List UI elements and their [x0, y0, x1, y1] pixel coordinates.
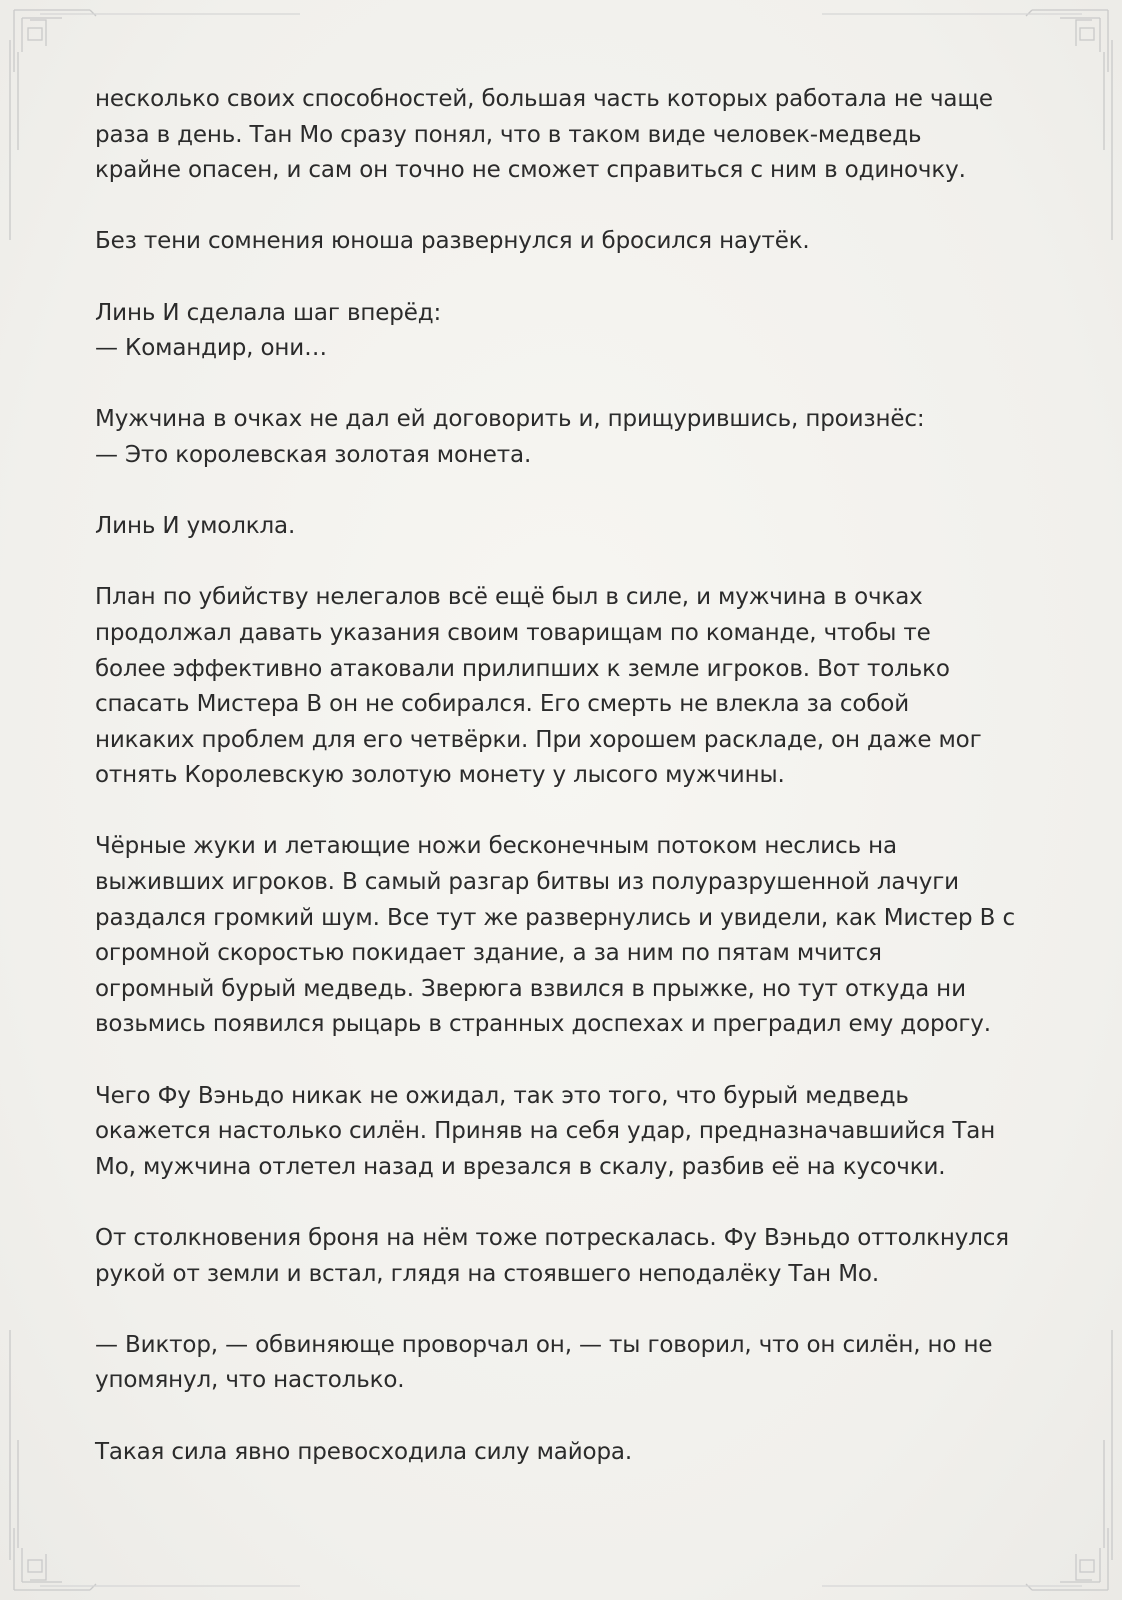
paragraph — [95, 296, 1040, 367]
paragraph — [95, 1435, 1040, 1471]
text-line: Линь И сделала шаг вперёд: — [95, 299, 442, 326]
text-line: Мужчина в очках не дал ей договорить и, прищурившись, произнёс: — [95, 406, 925, 433]
text-line: несколько своих способностей, большая часть которых работала не чаще — [95, 86, 993, 112]
text-line: Мо, мужчина отлетел назад и врезался в скалу, разбив её на кусочки. — [95, 1153, 946, 1180]
paragraph — [95, 1079, 1040, 1186]
paragraph — [95, 1328, 1040, 1399]
text-line: отнять Королевскую золотую монету у лысого мужчины. — [95, 762, 785, 789]
document-body — [95, 82, 1040, 1470]
text-line: рукой от земли и встал, глядя на стоявшего неподалёку Тан Мо. — [95, 1260, 879, 1287]
paragraph — [95, 224, 1040, 260]
paragraph — [95, 829, 1040, 1043]
text-line: возьмись появился рыцарь в странных доспехах и преградил ему дорогу. — [95, 1011, 991, 1038]
text-line: От столкновения броня на нём тоже потрескалась. Фу Вэньдо оттолкнулся — [95, 1225, 1009, 1251]
text-line: никаких проблем для его четвёрки. При хорошем раскладе, он даже мог — [95, 726, 982, 753]
paragraph — [95, 1221, 1040, 1292]
paragraph — [95, 82, 1040, 189]
text-line: более эффективно атаковали прилипших к земле игроков. Вот только — [95, 655, 950, 682]
text-line: раздался громкий шум. Все тут же развернулись и увидели, как Мистер В с — [95, 904, 1015, 931]
text-line: упомянул, что настолько. — [95, 1367, 405, 1394]
paragraph — [95, 402, 1040, 473]
text-line: — Виктор, — обвиняюще проворчал он, — ты говорил, что он силён, но не — [95, 1331, 993, 1358]
text-line: — Командир, они… — [95, 335, 327, 362]
text-line: раза в день. Тан Мо сразу понял, что в таком виде человек-медведь — [95, 121, 922, 148]
text-line: крайне опасен, и сам он точно не сможет справиться с ним в одиночку. — [95, 157, 966, 184]
text-line: План по убийству нелегалов всё ещё был в силе, и мужчина в очках — [95, 584, 923, 611]
text-line: Без тени сомнения юноша развернулся и бросился наутёк. — [95, 228, 810, 255]
text-line: Чего Фу Вэньдо никак не ожидал, так это того, что бурый медведь — [95, 1082, 909, 1109]
text-line: окажется настолько силён. Приняв на себя удар, предназначавшийся Тан — [95, 1118, 996, 1145]
paragraph — [95, 509, 1040, 545]
text-line: огромный бурый медведь. Зверюга взвился в прыжке, но тут откуда ни — [95, 975, 966, 1002]
text-line: спасать Мистера В он не собирался. Его смерть не влекла за собой — [95, 691, 909, 718]
text-line: Чёрные жуки и летающие ножи бесконечным потоком неслись на — [95, 833, 897, 860]
text-line: — Это королевская золотая монета. — [95, 441, 532, 468]
text-line: огромной скоростью покидает здание, а за ним по пятам мчится — [95, 940, 882, 967]
paragraph — [95, 580, 1040, 794]
text-line: Такая сила явно превосходила силу майора. — [95, 1438, 633, 1465]
text-line: продолжал давать указания своим товарищам по команде, чтобы те — [95, 619, 931, 646]
text-line: Линь И умолкла. — [95, 513, 296, 540]
text-line: выживших игроков. В самый разгар битвы из полуразрушенной лачуги — [95, 869, 959, 896]
